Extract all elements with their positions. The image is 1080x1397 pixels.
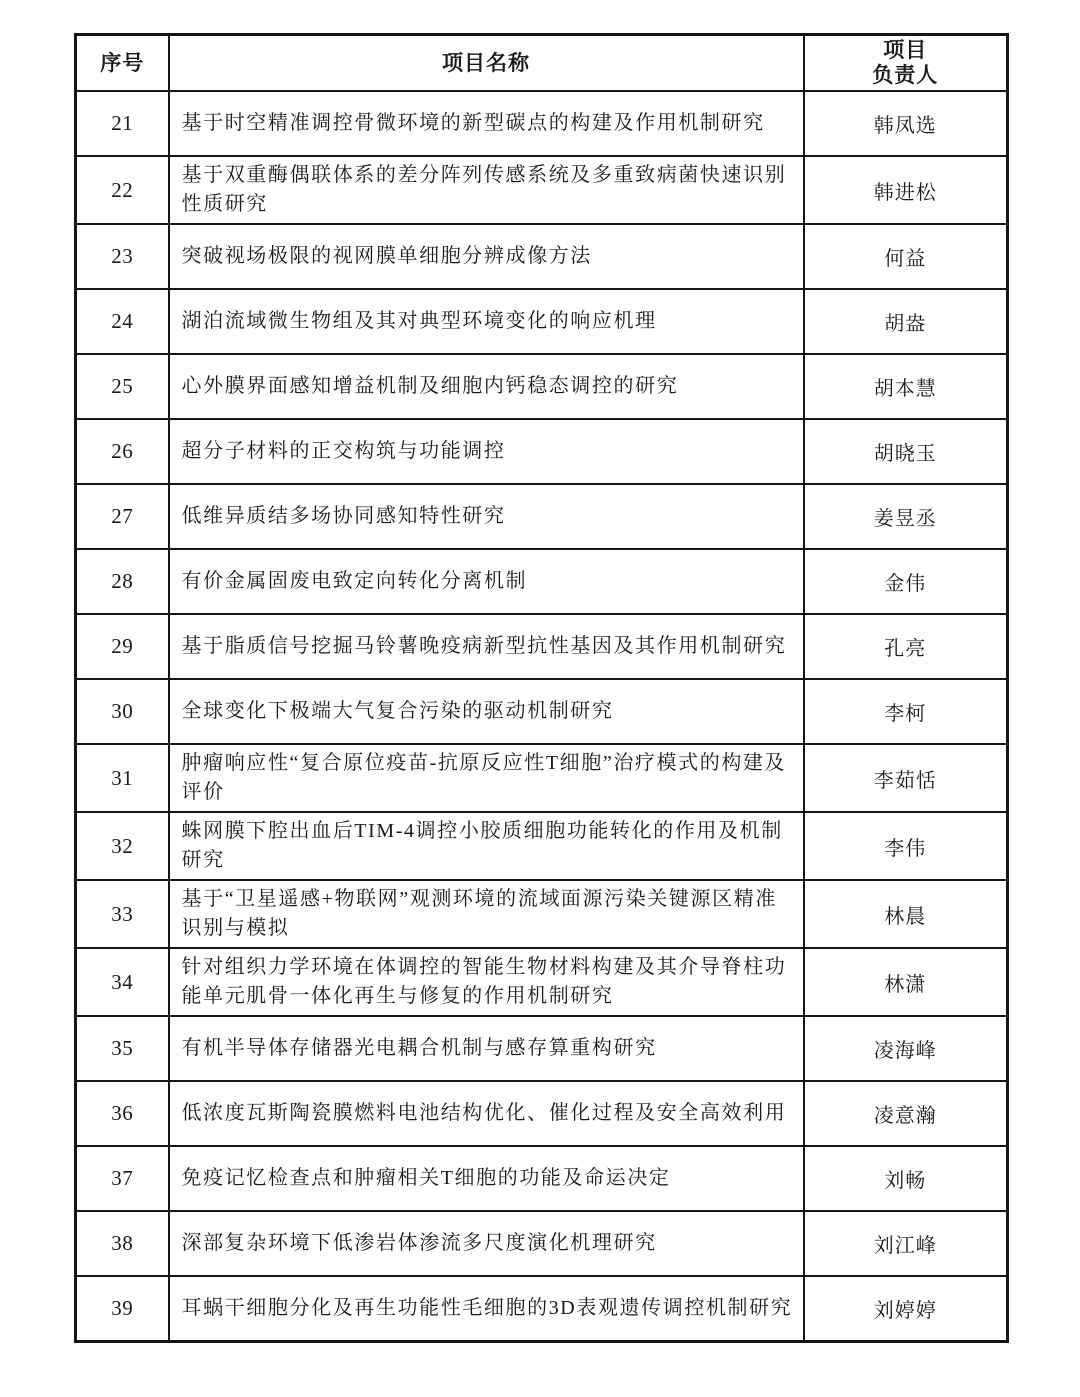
row-serial-number: 38: [76, 1211, 169, 1276]
table-row: [76, 948, 1008, 1016]
table-row: [76, 354, 1008, 419]
row-project-leader: 凌意瀚: [804, 1081, 1008, 1146]
row-project-name: 深部复杂环境下低渗岩体渗流多尺度演化机理研究: [169, 1211, 804, 1276]
row-project-leader: 韩进松: [804, 156, 1008, 224]
row-project-name: 全球变化下极端大气复合污染的驱动机制研究: [169, 679, 804, 744]
row-project-leader: 何益: [804, 224, 1008, 289]
row-project-leader: 李茹恬: [804, 744, 1008, 812]
row-project-leader: 刘江峰: [804, 1211, 1008, 1276]
row-project-name: 心外膜界面感知增益机制及细胞内钙稳态调控的研究: [169, 354, 804, 419]
row-project-leader: 姜昱丞: [804, 484, 1008, 549]
table-row: [76, 679, 1008, 744]
table-row: [76, 1016, 1008, 1081]
row-project-leader: 胡盎: [804, 289, 1008, 354]
row-project-leader: 刘畅: [804, 1146, 1008, 1211]
projects-table: [74, 33, 1009, 1343]
row-serial-number: 27: [76, 484, 169, 549]
table-row: [76, 549, 1008, 614]
row-project-name: 基于时空精准调控骨微环境的新型碳点的构建及作用机制研究: [169, 91, 804, 156]
table-row: [76, 156, 1008, 224]
table-row: [76, 744, 1008, 812]
table-row: [76, 812, 1008, 880]
row-project-name: 超分子材料的正交构筑与功能调控: [169, 419, 804, 484]
row-project-leader: 胡晓玉: [804, 419, 1008, 484]
row-project-leader: 金伟: [804, 549, 1008, 614]
row-project-leader: 孔亮: [804, 614, 1008, 679]
row-project-name: 有价金属固废电致定向转化分离机制: [169, 549, 804, 614]
row-project-leader: 林晨: [804, 880, 1008, 948]
row-serial-number: 30: [76, 679, 169, 744]
row-serial-number: 33: [76, 880, 169, 948]
row-project-name: 低维异质结多场协同感知特性研究: [169, 484, 804, 549]
row-project-name: 肿瘤响应性“复合原位疫苗-抗原反应性T细胞”治疗模式的构建及评价: [169, 744, 804, 812]
row-project-name: 突破视场极限的视网膜单细胞分辨成像方法: [169, 224, 804, 289]
row-project-name: 耳蜗干细胞分化及再生功能性毛细胞的3D表观遗传调控机制研究: [169, 1276, 804, 1341]
table-row: [76, 224, 1008, 289]
row-project-leader: 刘婷婷: [804, 1276, 1008, 1341]
row-project-name: 基于“卫星遥感+物联网”观测环境的流域面源污染关键源区精准识别与模拟: [169, 880, 804, 948]
row-project-leader: 韩凤选: [804, 91, 1008, 156]
table-row: [76, 484, 1008, 549]
row-serial-number: 34: [76, 948, 169, 1016]
header-project-leader-line1: 项目: [883, 38, 928, 62]
row-project-leader: 李柯: [804, 679, 1008, 744]
table-header-row: [76, 35, 1008, 92]
row-serial-number: 26: [76, 419, 169, 484]
table-row: [76, 614, 1008, 679]
table-body: [76, 91, 1008, 1341]
row-serial-number: 37: [76, 1146, 169, 1211]
row-project-leader: 凌海峰: [804, 1016, 1008, 1081]
row-project-leader: 胡本慧: [804, 354, 1008, 419]
header-project-leader-line2: 负责人: [872, 63, 939, 87]
table-row: [76, 1276, 1008, 1341]
row-project-name: 基于双重酶偶联体系的差分阵列传感系统及多重致病菌快速识别性质研究: [169, 156, 804, 224]
row-project-name: 免疫记忆检查点和肿瘤相关T细胞的功能及命运决定: [169, 1146, 804, 1211]
row-serial-number: 23: [76, 224, 169, 289]
row-project-name: 低浓度瓦斯陶瓷膜燃料电池结构优化、催化过程及安全高效利用: [169, 1081, 804, 1146]
row-project-leader: 林潇: [804, 948, 1008, 1016]
table-row: [76, 289, 1008, 354]
table-row: [76, 1081, 1008, 1146]
row-serial-number: 21: [76, 91, 169, 156]
row-serial-number: 32: [76, 812, 169, 880]
table-row: [76, 419, 1008, 484]
row-serial-number: 24: [76, 289, 169, 354]
header-project-leader: [804, 35, 1008, 92]
row-project-name: 湖泊流域微生物组及其对典型环境变化的响应机理: [169, 289, 804, 354]
row-serial-number: 36: [76, 1081, 169, 1146]
header-project-name: 项目名称: [169, 35, 804, 92]
table-row: [76, 1146, 1008, 1211]
row-serial-number: 28: [76, 549, 169, 614]
row-project-leader: 李伟: [804, 812, 1008, 880]
row-serial-number: 39: [76, 1276, 169, 1341]
header-serial-number: 序号: [76, 35, 169, 92]
row-project-name: 有机半导体存储器光电耦合机制与感存算重构研究: [169, 1016, 804, 1081]
row-project-name: 针对组织力学环境在体调控的智能生物材料构建及其介导脊柱功能单元肌骨一体化再生与修复的作用机制研究: [169, 948, 804, 1016]
row-project-name: 基于脂质信号挖掘马铃薯晚疫病新型抗性基因及其作用机制研究: [169, 614, 804, 679]
row-serial-number: 35: [76, 1016, 169, 1081]
row-serial-number: 31: [76, 744, 169, 812]
row-serial-number: 25: [76, 354, 169, 419]
table-row: [76, 1211, 1008, 1276]
table-row: [76, 880, 1008, 948]
row-serial-number: 22: [76, 156, 169, 224]
table-row: [76, 91, 1008, 156]
row-project-name: 蛛网膜下腔出血后TIM-4调控小胶质细胞功能转化的作用及机制研究: [169, 812, 804, 880]
row-serial-number: 29: [76, 614, 169, 679]
